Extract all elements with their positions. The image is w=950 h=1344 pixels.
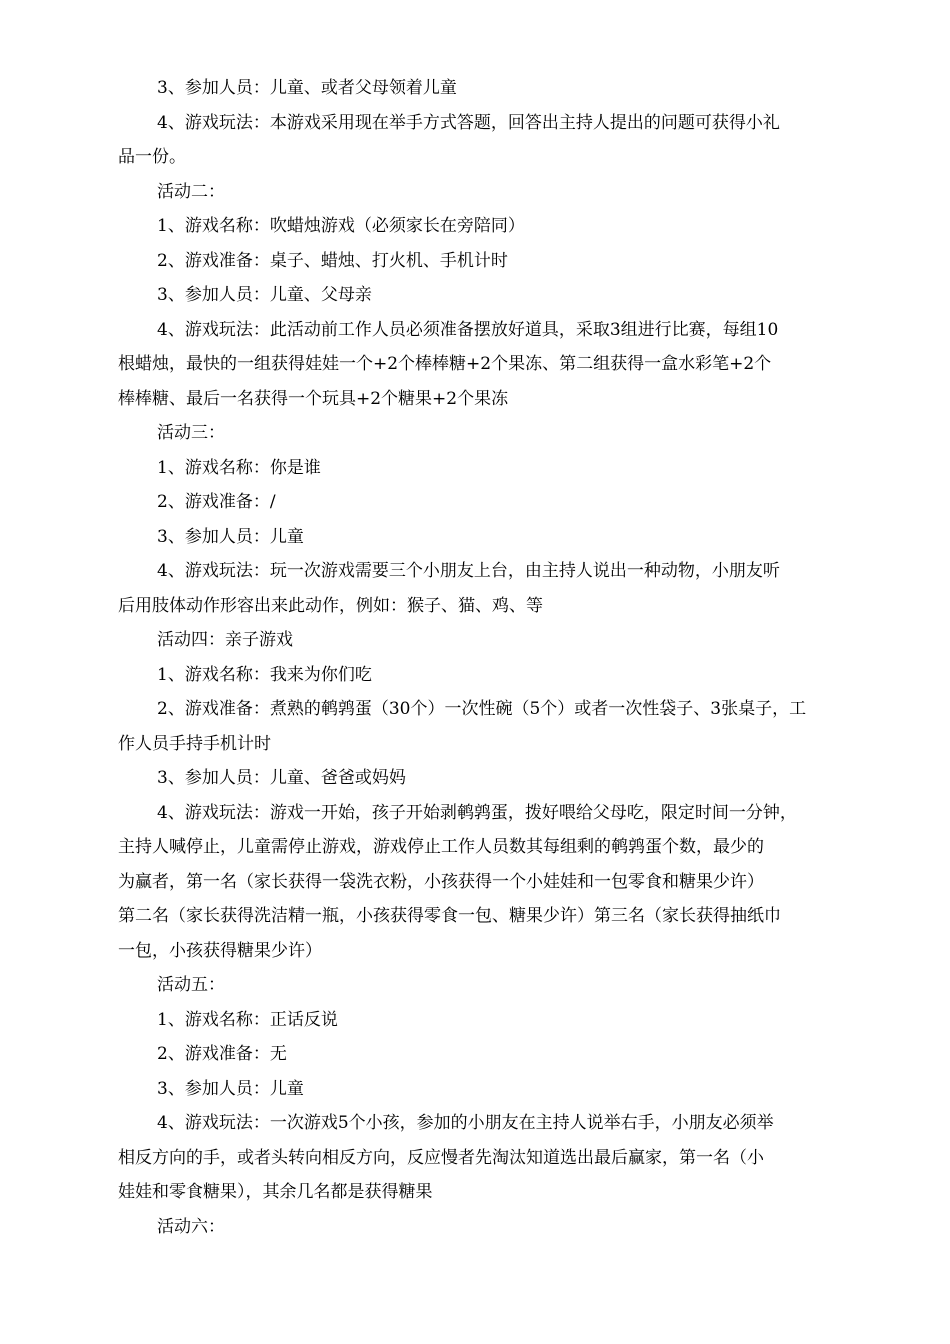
text-line: 2、游戏准备：煮熟的鹌鹑蛋（30个）一次性碗（5个）或者一次性袋子、3张桌子，工: [157, 699, 807, 719]
section-heading: 活动六：: [157, 1216, 225, 1237]
text-line: 3、参加人员：儿童、爸爸或妈妈: [157, 768, 406, 788]
text-line: 3、参加人员：儿童、或者父母领着儿童: [157, 78, 457, 98]
text-line: 棒棒糖、最后一名获得一个玩具+2个糖果+2个果冻: [118, 388, 509, 409]
text-line: 品一份。: [118, 147, 186, 167]
text-line: 主持人喊停止，儿童需停止游戏，游戏停止工作人员数其每组剩的鹌鹑蛋个数，最少的: [118, 837, 764, 857]
text-line: 第二名（家长获得洗洁精一瓶，小孩获得零食一包、糖果少许）第三名（家长获得抽纸巾: [118, 906, 781, 926]
text-line: 1、游戏名称：你是谁: [157, 457, 321, 478]
text-line: 3、参加人员：儿童: [157, 526, 304, 547]
text-line: 4、游戏玩法：此活动前工作人员必须准备摆放好道具，采取3组进行比赛，每组10: [157, 319, 779, 340]
section-heading: 活动三：: [157, 423, 225, 443]
text-line: 娃娃和零食糖果），其余几名都是获得糖果: [118, 1182, 433, 1202]
text-line: 2、游戏准备：桌子、蜡烛、打火机、手机计时: [157, 250, 508, 271]
document-body: [118, 71, 833, 1244]
text-line: 2、游戏准备：/: [157, 492, 276, 512]
text-line: 3、参加人员：儿童: [157, 1078, 304, 1099]
text-line: 3、参加人员：儿童、父母亲: [157, 285, 372, 305]
text-line: 1、游戏名称：吹蜡烛游戏（必须家长在旁陪同）: [157, 216, 525, 236]
text-line: 1、游戏名称：正话反说: [157, 1009, 338, 1030]
text-line: 相反方向的手，或者头转向相反方向，反应慢者先淘汰知道选出最后赢家，第一名（小: [118, 1147, 764, 1168]
text-line: 作人员手持手机计时: [118, 733, 271, 754]
text-line: 4、游戏玩法：本游戏采用现在举手方式答题，回答出主持人提出的问题可获得小礼: [157, 112, 780, 133]
section-heading: 活动四：亲子游戏: [157, 630, 293, 650]
section-heading: 活动五：: [157, 975, 225, 995]
text-line: 一包，小孩获得糖果少许）: [118, 940, 322, 961]
text-line: 根蜡烛，最快的一组获得娃娃一个+2个棒棒糖+2个果冻、第二组获得一盒水彩笔+2个: [118, 354, 772, 374]
text-line: 为赢者，第一名（家长获得一袋洗衣粉，小孩获得一个小娃娃和一包零食和糖果少许）: [118, 871, 764, 892]
text-line: 1、游戏名称：我来为你们吃: [157, 664, 372, 685]
text-line: 4、游戏玩法：一次游戏5个小孩，参加的小朋友在主持人说举右手，小朋友必须举: [157, 1113, 774, 1133]
text-line: 4、游戏玩法：玩一次游戏需要三个小朋友上台，由主持人说出一种动物，小朋友听: [157, 561, 780, 581]
text-line: 4、游戏玩法：游戏一开始，孩子开始剥鹌鹑蛋，拨好喂给父母吃，限定时间一分钟，: [157, 802, 797, 823]
text-line: 后用肢体动作形容出来此动作，例如：猴子、猫、鸡、等: [118, 595, 543, 616]
text-line: 2、游戏准备：无: [157, 1044, 287, 1064]
section-heading: 活动二：: [157, 181, 225, 202]
